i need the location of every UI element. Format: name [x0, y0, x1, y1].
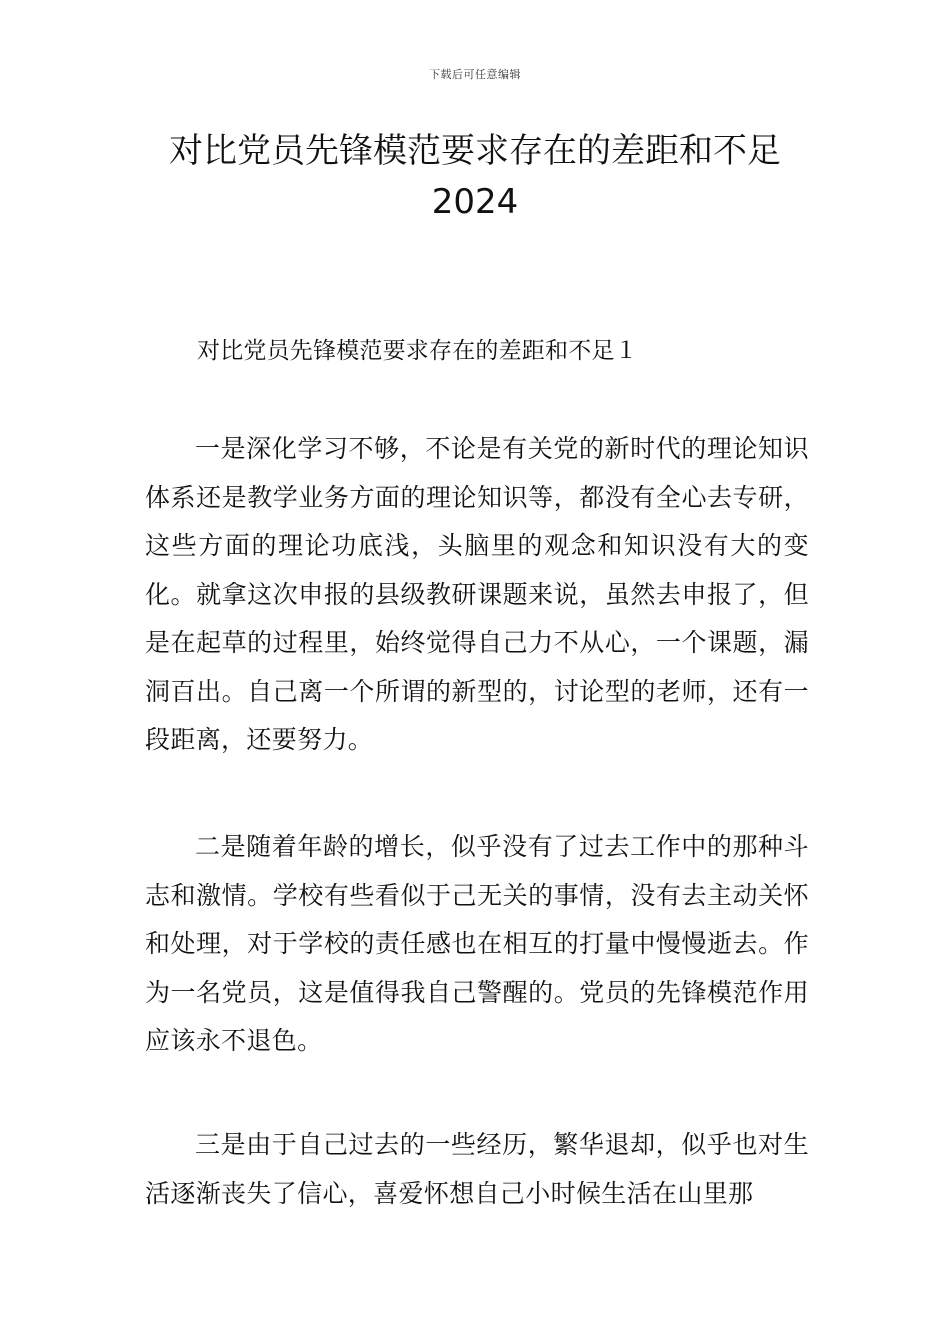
document-title: [120, 126, 830, 228]
title-line-2: 2024: [431, 182, 519, 222]
paragraph-3: 三是由于自己过去的一些经历，繁华退却，似乎也对生活逐渐丧失了信心，喜爱怀想自己小时候生活在山里那: [145, 1130, 809, 1208]
section-subheading: 对比党员先锋模范要求存在的差距和不足１: [197, 338, 638, 364]
title-line-1: 对比党员先锋模范要求存在的差距和不足: [169, 131, 781, 171]
paragraph-1: 一是深化学习不够，不论是有关党的新时代的理论知识体系还是教学业务方面的理论知识等，都没有全心去专研，这些方面的理论功底浅，头脑里的观念和知识没有大的变化。就拿这次申报的县级教研课题来说，虽然去申报了，但是在起草的过程里，始终觉得自己力不从心，一个课题，漏洞百出。自己离一个所谓的新型的，讨论型的老师，还有一段距离，还要努力。: [145, 434, 809, 754]
header-note: 下载后可任意编辑: [429, 68, 521, 81]
paragraph-2: 二是随着年龄的增长，似乎没有了过去工作中的那种斗志和激情。学校有些看似于己无关的事情，没有去主动关怀和处理，对于学校的责任感也在相互的打量中慢慢逝去。作为一名党员，这是值得我自己警醒的。党员的先锋模范作用应该永不退色。: [145, 832, 809, 1055]
